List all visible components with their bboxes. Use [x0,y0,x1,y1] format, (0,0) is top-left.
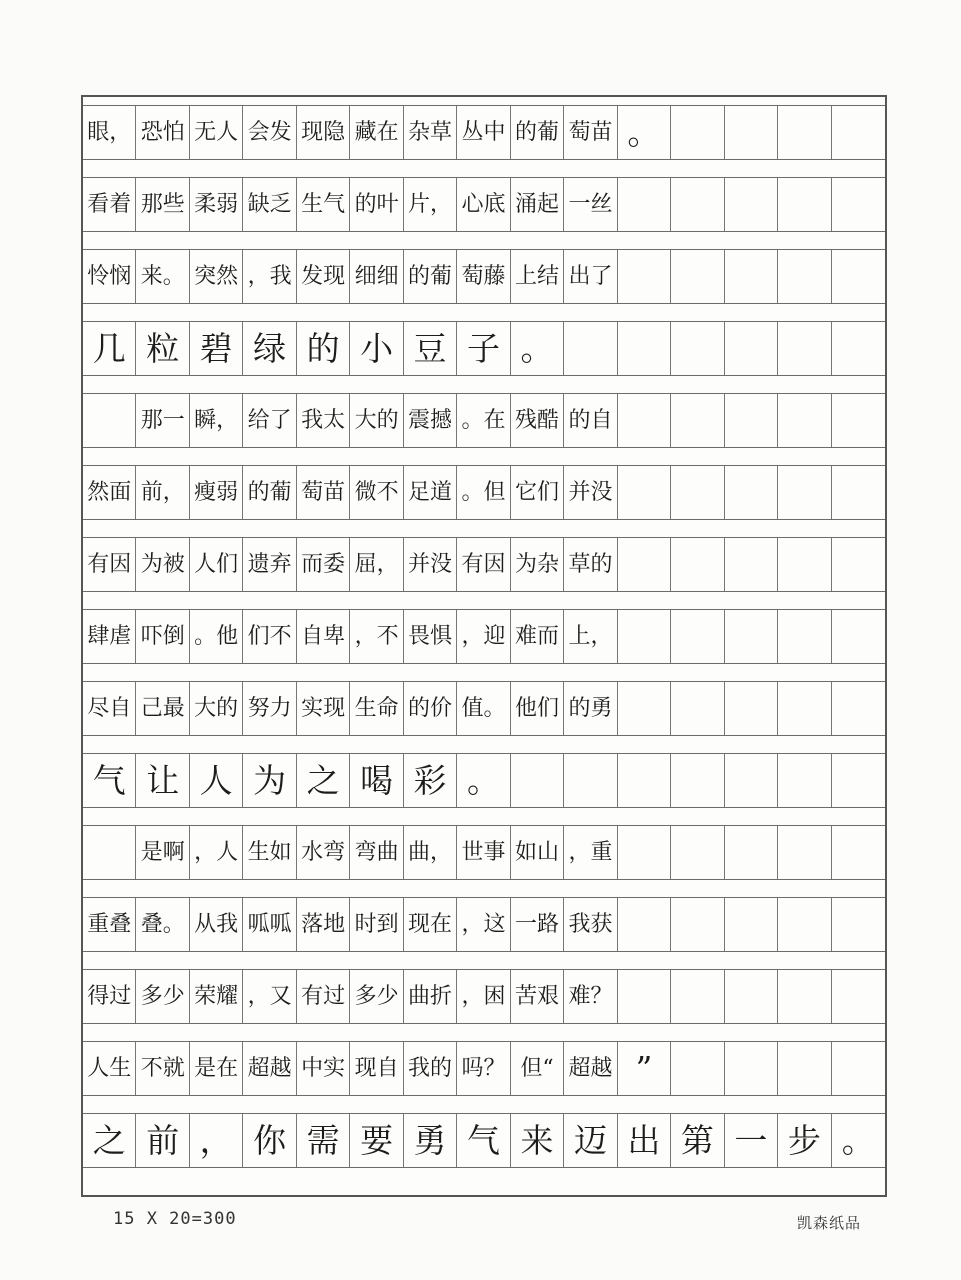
grid-row [83,609,885,664]
grid-cell [832,682,885,735]
grid-cell: 上， [564,610,617,663]
grid-cell: 萄苗 [297,466,350,519]
grid-cell: 并没 [564,466,617,519]
grid-row [83,1113,885,1168]
grid-cell: 曲折 [404,970,457,1023]
grid-cell [725,682,778,735]
grid-cell: 值。 [457,682,510,735]
grid-cell: 细细 [350,250,403,303]
grid-cell: 勇 [404,1114,457,1167]
grid-cell [778,970,831,1023]
grid-cell: 重叠 [83,898,136,951]
grid-row [83,1041,885,1096]
grid-cell [725,970,778,1023]
grid-cell [778,466,831,519]
grid-cell [725,826,778,879]
grid-cell: 呱呱 [243,898,296,951]
grid-cell: 发现 [297,250,350,303]
grid-cell: 大的 [190,682,243,735]
grid-cell: 世事 [457,826,510,879]
grid-cell [618,610,671,663]
grid-cell [725,178,778,231]
grid-cell: 是啊 [136,826,189,879]
grid-cell: 难？ [564,970,617,1023]
grid-cell: 缺乏 [243,178,296,231]
grid-cell: 。 [618,106,671,159]
grid-cell [832,394,885,447]
grid-cell: 丛中 [457,106,510,159]
grid-cell: 气 [457,1114,510,1167]
grid-cell: 。 [511,322,564,375]
grid-cell: 。但 [457,466,510,519]
grid-cell [832,106,885,159]
grid-cell: 弯曲 [350,826,403,879]
grid-cell [832,322,885,375]
grid-cell: 瞬， [190,394,243,447]
grid-cell: 它们 [511,466,564,519]
grid-cell: 中实 [297,1042,350,1095]
grid-cell [618,898,671,951]
grid-row [83,321,885,376]
grid-cell [618,322,671,375]
grid-cell: 畏惧 [404,610,457,663]
grid-cell: 人们 [190,538,243,591]
grid-cell [778,178,831,231]
grid-cell: 那一 [136,394,189,447]
grid-cell: 己最 [136,682,189,735]
grid-cell: 的勇 [564,682,617,735]
grid-cell: ，困 [457,970,510,1023]
grid-cell: 生如 [243,826,296,879]
grid-cell: 上结 [511,250,564,303]
grid-cell [618,250,671,303]
grid-cell: 实现 [297,682,350,735]
grid-cell: 几 [83,322,136,375]
grid-cell: ，不 [350,610,403,663]
grid-row [83,753,885,808]
grid-cell: 叠。 [136,898,189,951]
grid-cell: 并没 [404,538,457,591]
grid-cell: 萄苗 [564,106,617,159]
grid-cell [725,106,778,159]
grid-cell: 荣耀 [190,970,243,1023]
grid-row [83,249,885,304]
grid-cell: 彩 [404,754,457,807]
grid-cell: 突然 [190,250,243,303]
grid-cell: 但“ [511,1042,564,1095]
grid-cell [618,682,671,735]
grid-cell: ， [190,1114,243,1167]
grid-cell: 。他 [190,610,243,663]
grid-cell: 为被 [136,538,189,591]
grid-cell [671,754,724,807]
grid-cell [725,754,778,807]
grid-cell [725,466,778,519]
grid-cell: 给了 [243,394,296,447]
grid-cell: 出 [618,1114,671,1167]
grid-cell: 超越 [564,1042,617,1095]
grid-cell: 之 [297,754,350,807]
grid-cell [671,610,724,663]
grid-cell: 杂草 [404,106,457,159]
grid-cell: 多少 [136,970,189,1023]
grid-cell [832,970,885,1023]
grid-cell: 尽自 [83,682,136,735]
grid-cell: 遗弃 [243,538,296,591]
grid-cell: 吗？ [457,1042,510,1095]
grid-cell [832,826,885,879]
grid-cell: 一路 [511,898,564,951]
grid-cell: 不就 [136,1042,189,1095]
grid-cell: 前， [136,466,189,519]
grid-cell: 让 [136,754,189,807]
grid-cell [671,1042,724,1095]
grid-cell: 瘦弱 [190,466,243,519]
grid-cell: 有因 [83,538,136,591]
grid-cell [671,970,724,1023]
grid-cell [671,826,724,879]
grid-cell [778,322,831,375]
grid-cell: 努力 [243,682,296,735]
grid-cell: 大的 [350,394,403,447]
grid-cell: 如山 [511,826,564,879]
grid-cell [618,178,671,231]
grid-cell [778,538,831,591]
grid-cell: 苦艰 [511,970,564,1023]
grid-cell: 得过 [83,970,136,1023]
grid-cell: 的葡 [404,250,457,303]
grid-cell [725,250,778,303]
grid-cell: 迈 [564,1114,617,1167]
grid-cell: 怜悯 [83,250,136,303]
grid-cell: 的葡 [511,106,564,159]
grid-cell: 生命 [350,682,403,735]
grid-cell: 现自 [350,1042,403,1095]
grid-cell [671,178,724,231]
grid-cell [832,754,885,807]
grid-cell [778,250,831,303]
grid-cell: 那些 [136,178,189,231]
grid-cell [671,322,724,375]
manuscript-sheet [81,95,887,1197]
grid-cell: 我获 [564,898,617,951]
grid-cell [671,466,724,519]
grid-cell: 。 [841,1121,875,1160]
grid-cell: 人生 [83,1042,136,1095]
grid-row [83,897,885,952]
grid-cell: 涌起 [511,178,564,231]
grid-cell: 我太 [297,394,350,447]
grid-cell: 的叶 [350,178,403,231]
grid-cell [725,610,778,663]
grid-cell: 会发 [243,106,296,159]
grid-cell: 现隐 [297,106,350,159]
grid-row [83,969,885,1024]
grid-cell: 看着 [83,178,136,231]
grid-cell [671,394,724,447]
grid-cell: 之 [83,1114,136,1167]
grid-cell: 。 [457,754,510,807]
grid-cell: 柔弱 [190,178,243,231]
grid-cell: ，这 [457,898,510,951]
grid-cell [778,394,831,447]
grid-cell [618,538,671,591]
grid-count-label: 15 X 20=300 [113,1209,237,1229]
grid-cell: 子 [457,322,510,375]
grid-cell [832,250,885,303]
grid-cell: 萄藤 [457,250,510,303]
grid-cell [778,898,831,951]
grid-cell: 们不 [243,610,296,663]
grid-cell: 一丝 [564,178,617,231]
grid-cell [671,898,724,951]
grid-cell [564,322,617,375]
grid-cell [618,466,671,519]
grid-cell: 微不 [350,466,403,519]
grid-cell: 草的 [564,538,617,591]
grid-cell: 无人 [190,106,243,159]
grid-cell: 水弯 [297,826,350,879]
grid-cell: 难而 [511,610,564,663]
grid-cell [832,178,885,231]
grid-cell: 你 [243,1114,296,1167]
grid-cell: 落地 [297,898,350,951]
grid-cell: 时到 [350,898,403,951]
grid-cell [618,970,671,1023]
grid-cell [832,898,885,951]
grid-cell: ，又 [243,970,296,1023]
grid-cell: 屈， [350,538,403,591]
grid-cell: 需 [297,1114,350,1167]
grid-cell: 我的 [404,1042,457,1095]
grid-cell: 片， [404,178,457,231]
grid-cell [778,826,831,879]
grid-cell: ，人 [190,826,243,879]
grid-cell [618,394,671,447]
grid-cell: 为杂 [511,538,564,591]
grid-cell: 碧 [190,322,243,375]
grid-cell: 来 [511,1114,564,1167]
grid-cell [671,250,724,303]
grid-cell: 有过 [297,970,350,1023]
grid-cell: 曲， [404,826,457,879]
grid-cell: 前 [136,1114,189,1167]
grid-cell [778,682,831,735]
grid-cell [725,538,778,591]
grid-cell: 绿 [243,322,296,375]
grid-cell: 自卑 [297,610,350,663]
grid-cell: 足道 [404,466,457,519]
grid-cell: 步 [778,1114,831,1167]
grid-cell: 为 [243,754,296,807]
grid-cell: 残酷 [511,394,564,447]
grid-cell: 的自 [564,394,617,447]
grid-cell [725,322,778,375]
grid-cell [618,826,671,879]
grid-cell: 。在 [457,394,510,447]
grid-cell: 吓倒 [136,610,189,663]
grid-cell: 气 [83,754,136,807]
grid-cell [725,898,778,951]
grid-row [83,105,885,160]
grid-cell: 人 [190,754,243,807]
grid-cell: 而委 [297,538,350,591]
grid-cell: 心底 [457,178,510,231]
grid-cell: ，重 [564,826,617,879]
grid-cell [832,1042,885,1095]
grid-cell [511,754,564,807]
grid-cell: 喝 [350,754,403,807]
grid-cell: ，我 [243,250,296,303]
grid-cell: ” [618,1042,671,1095]
grid-cell: 从我 [190,898,243,951]
paper-brand-label: 凯森纸品 [797,1214,862,1232]
grid-cell [778,1042,831,1095]
grid-cell: ，迎 [457,610,510,663]
grid-cell: 他们 [511,682,564,735]
grid-cell [671,538,724,591]
grid-row [83,393,885,448]
grid-cell: 的葡 [243,466,296,519]
grid-cell [564,754,617,807]
grid-cell: 来。 [136,250,189,303]
grid-cell: 现在 [404,898,457,951]
grid-cell [83,826,136,879]
grid-cell: 的 [297,322,350,375]
grid-cell: 然面 [83,466,136,519]
grid-row [83,465,885,520]
grid-cell: 第 [671,1114,724,1167]
grid-cell [671,682,724,735]
grid-row [83,537,885,592]
grid-cell: 多少 [350,970,403,1023]
grid-cell: 粒 [136,322,189,375]
grid-cell [725,1042,778,1095]
grid-cell: 藏在 [350,106,403,159]
grid-cell: 有因 [457,538,510,591]
grid-cell: 生气 [297,178,350,231]
grid-row [83,177,885,232]
grid-cell [832,466,885,519]
grid-cell [778,106,831,159]
grid-cell [83,394,136,447]
grid-cell [832,610,885,663]
grid-cell: 是在 [190,1042,243,1095]
grid-row [83,825,885,880]
grid-cell [618,754,671,807]
grid-cell: 一 [725,1114,778,1167]
grid-cell [778,610,831,663]
grid-cell [725,394,778,447]
grid-cell: 的价 [404,682,457,735]
grid-cell: 超越 [243,1042,296,1095]
grid-cell [778,754,831,807]
grid-cell: 震撼 [404,394,457,447]
grid-cell: 小 [350,322,403,375]
grid-cell: 肆虐 [83,610,136,663]
grid-cell: 豆 [404,322,457,375]
grid-cell: 恐怕 [136,106,189,159]
grid-cell: 眼， [83,106,136,159]
grid-cell: 出了 [564,250,617,303]
grid-cell [671,106,724,159]
grid-cell [832,538,885,591]
grid-cell: 要 [350,1114,403,1167]
grid-row [83,681,885,736]
